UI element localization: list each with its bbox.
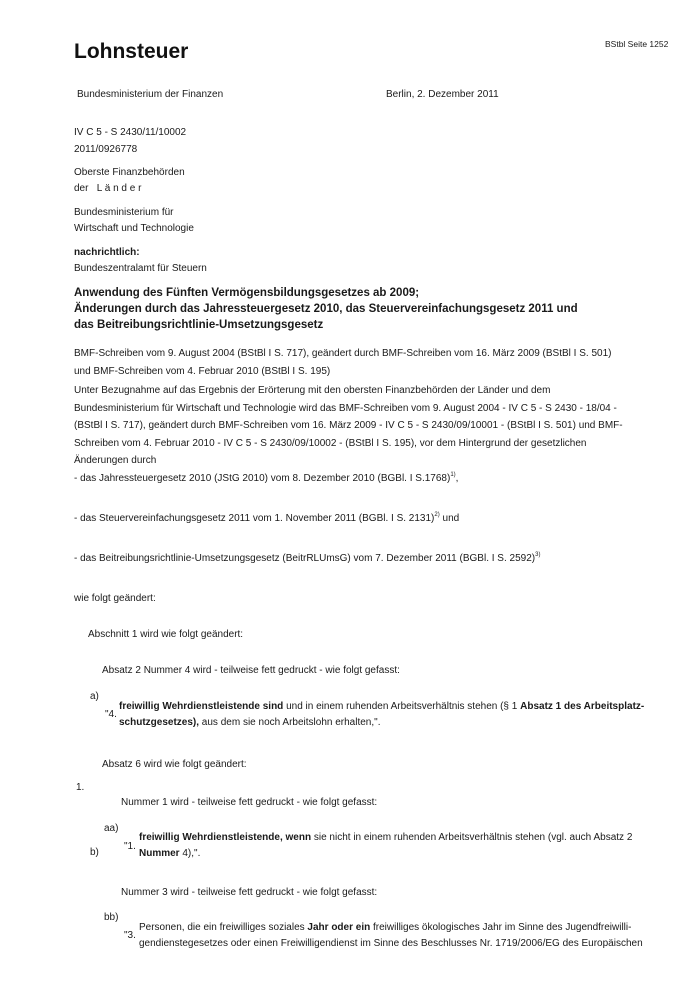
label-bb: bb) [104, 912, 119, 923]
subject-line-1: Anwendung des Fünften Vermögensbildungsgesetzes ab 2009; [74, 287, 420, 299]
section-1-intro: Abschnitt 1 wird wie folgt geändert: [88, 629, 244, 640]
document-number: 2011/0926778 [74, 144, 138, 155]
quote-4-number: "4. [105, 709, 117, 720]
footnote-ref-1[interactable]: 1) [450, 472, 456, 478]
number-1-intro: Nummer 1 wird - teilweise fett gedruckt - wie folgt gefasst: [121, 797, 378, 808]
sender: Bundesministerium der Finanzen [77, 89, 224, 100]
quote-4-bold-2: Absatz 1 des Arbeitsplatz- [520, 701, 645, 712]
law-item-2-text: - das Steuervereinfachungsgesetz 2011 vom 1. November 2011 (BGBl. I S. 2131) [74, 513, 435, 524]
paragraph-2-intro: Absatz 2 Nummer 4 wird - teilweise fett gedruckt - wie folgt gefasst: [102, 665, 400, 676]
file-number: IV C 5 - S 2430/11/10002 [74, 127, 187, 138]
ministry-line-1: Bundesministerium für [74, 207, 174, 218]
subject-line-3: das Beitreibungsrichtlinie-Umsetzungsgesetz [74, 319, 324, 331]
quote-1-line-1 [139, 830, 632, 846]
quote-3-line-1 [139, 920, 631, 936]
quote-4-line-1 [119, 699, 644, 715]
cc-value: Bundeszentralamt für Steuern [74, 263, 207, 274]
quote-4-bold-1: freiwillig Wehrdienstleistende sind [119, 701, 284, 712]
cc-label: nachrichtlich: [74, 247, 140, 258]
law-item-1-tail: , [455, 473, 459, 484]
place-date: Berlin, 2. Dezember 2011 [386, 89, 499, 100]
law-item-2 [74, 511, 459, 527]
recipient-line-1: Oberste Finanzbehörden [74, 167, 185, 178]
ministry-line-2: Wirtschaft und Technologie [74, 223, 194, 234]
document-title: Lohnsteuer [74, 40, 189, 63]
quote-1-line-2 [139, 846, 200, 862]
quote-1-number: "1. [124, 841, 136, 852]
subject-line-2: Änderungen durch das Jahressteuergesetz 2010, das Steuervereinfachungsgesetz 2011 und [74, 303, 578, 315]
quote-3-text-2: freiwilliges ökologisches Jahr im Sinne des Jugendfreiwilli- [370, 922, 632, 933]
changed-as-follows: wie folgt geändert: [74, 593, 156, 604]
paragraph-6-intro: Absatz 6 wird wie folgt geändert: [102, 759, 247, 770]
paragraph-intro: Unter Bezugnahme auf das Ergebnis der Erörterung mit den obersten Finanzbehörden der Länder und dem Bundesministerium für Wirtschaft und Technologie wird das BMF-Schreiben vom 9. August 2004 - IV C 5 - S 2430 - 18/04 - (BStBl I S. 717), geändert durch BMF-Schreiben vom 16. März 2009 - IV C 5 - S 2430/09/10001 - (BStBl I S. 501) und BMF-Schreiben vom 4. Februar 2010 - IV C 5 - S 2430/09/10002 - (BStBl I S. 195), vor dem Hintergrund der gesetzlichen Änderungen durch [74, 385, 623, 466]
quote-3-number: "3. [124, 930, 136, 941]
label-aa: aa) [104, 823, 119, 834]
quote-1-text-2: 4),". [179, 848, 201, 859]
label-b: b) [90, 847, 99, 858]
number-3-intro: Nummer 3 wird - teilweise fett gedruckt - wie folgt gefasst: [121, 887, 378, 898]
quote-4-bold-3: schutzgesetzes), [119, 717, 200, 728]
quote-4-line-2 [119, 715, 380, 731]
subject [74, 285, 634, 333]
quote-3-bold-1: Jahr oder ein [307, 922, 371, 933]
quote-1-bold-1: freiwillig Wehrdienstleistende, wenn [139, 832, 312, 843]
footnote-ref-2[interactable]: 2) [434, 512, 440, 518]
law-item-3-text: - das Beitreibungsrichtlinie-Umsetzungsgesetz (BeitrRLUmsG) vom 7. Dezember 2011 (BGBl. I S. 2592) [74, 553, 536, 564]
quote-4-text-2: aus dem sie noch Arbeitslohn erhalten,". [199, 717, 381, 728]
footnote-ref-3[interactable]: 3) [535, 552, 541, 558]
law-item-1-text: - das Jahressteuergesetz 2010 (JStG 2010) vom 8. Dezember 2010 (BGBl. I S.1768) [74, 473, 451, 484]
recipient-line-2: der L ä n d e r [74, 183, 142, 194]
quote-1-bold-2: Nummer [139, 848, 180, 859]
quote-3-line-2: gendienstegesetzes oder einen Freiwilligendienst im Sinne des Beschlusses Nr. 1719/2006/EG des Europäischen [139, 938, 643, 949]
quote-4-text-1: und in einem ruhenden Arbeitsverhältnis stehen (§ 1 [283, 701, 521, 712]
quote-1-text-1: sie nicht in einem ruhenden Arbeitsverhältnis stehen (vgl. auch Absatz 2 [311, 832, 633, 843]
label-a: a) [90, 691, 99, 702]
page-reference: BStbl Seite 1252 [605, 39, 669, 49]
law-item-2-tail: und [439, 513, 460, 524]
law-item-3 [74, 551, 540, 567]
paragraph-reference: BMF-Schreiben vom 9. August 2004 (BStBl I S. 717), geändert durch BMF-Schreiben vom 16. März 2009 (BStBl I S. 501) und BMF-Schreiben vom 4. Februar 2010 (BStBl I S. 195) [74, 348, 612, 377]
law-item-1 [74, 471, 458, 487]
quote-3-text-1: Personen, die ein freiwilliges soziales [139, 922, 308, 933]
label-1: 1. [76, 782, 85, 793]
